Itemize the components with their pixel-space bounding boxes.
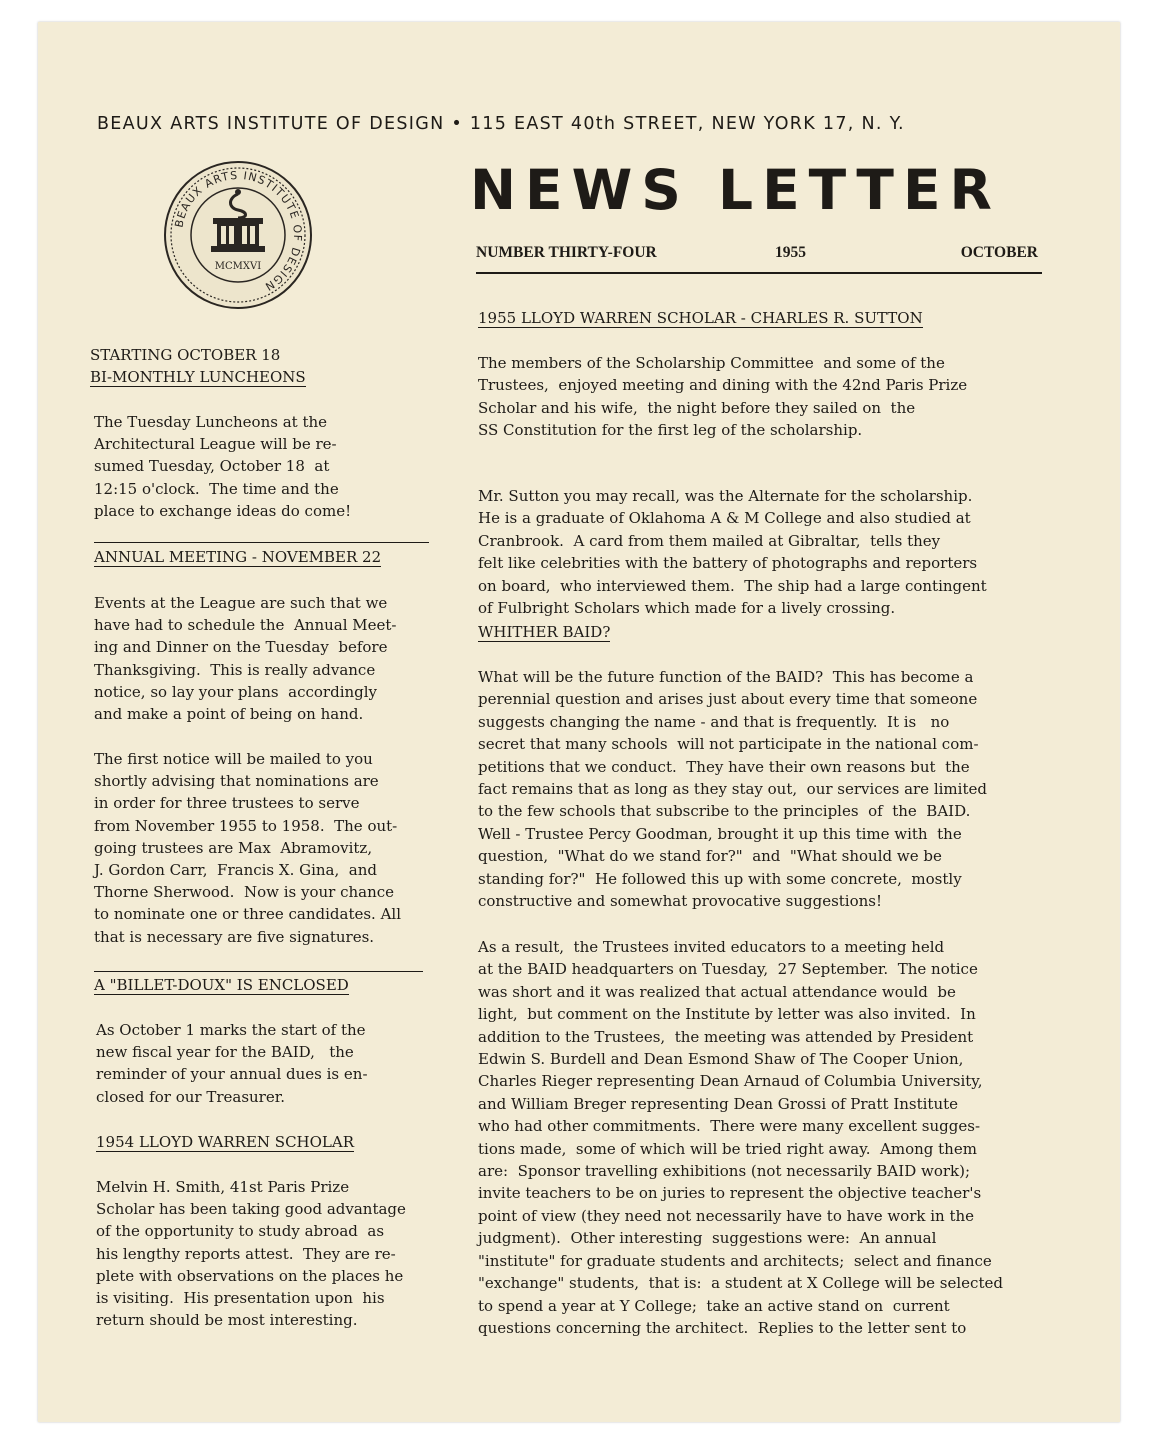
scholar-1955-paragraph-1: The members of the Scholarship Committee and some of the Trustees, enjoyed meeting and dining with the 42nd Paris Prize Scholar and his wife, the night before they sailed on the SS Constitution for the first leg of the scholarship. <box>478 354 968 440</box>
billet-doux-heading: A "BILLET-DOUX" IS ENCLOSED <box>94 976 349 994</box>
section-divider <box>94 971 423 972</box>
institute-seal-icon <box>163 160 313 310</box>
scholar-1954-heading: 1954 LLOYD WARREN SCHOLAR <box>96 1133 355 1151</box>
billet-doux-paragraph: As October 1 marks the start of the new fiscal year for the BAID, the reminder of your annual dues is en- closed for our Treasurer. <box>96 1021 368 1106</box>
newsletter-title: NEWS LETTER <box>470 158 1001 222</box>
seal-ring-text: BEAUX ARTS INSTITUTE OF DESIGN <box>172 168 305 294</box>
section-divider <box>94 542 429 543</box>
luncheons-paragraph: The Tuesday Luncheons at the Architectural League will be re- sumed Tuesday, October 18 at 12:15 o'clock. The time and the place to exchange ideas do come! <box>94 413 352 520</box>
whither-baid-heading: WHITHER BAID? <box>478 623 611 641</box>
annual-meeting-paragraph-1: Events at the League are such that we have had to schedule the Annual Meet- ing and Dinner on the Tuesday before Thanksgiving. This is really advance notice, so lay your plans accordingly and make a point of being on hand. <box>94 594 397 724</box>
luncheons-heading: STARTING OCTOBER 18 BI-MONTHLY LUNCHEONS <box>90 346 306 386</box>
annual-meeting-paragraph-2: The first notice will be mailed to you shortly advising that nominations are in order for three trustees to serve from November 1955 to 1958. The out- going trustees are Max Abramovitz, J. Gordon Carr, Francis X. Gina, and Thorne Sherwood. Now is your chance to nominate one or three candidates. All that is necessary are five signatures. <box>94 750 402 946</box>
issue-month: OCTOBER <box>960 244 1038 261</box>
seal-roman-year: MCMXVI <box>214 261 262 272</box>
whither-baid-paragraph-2: As a result, the Trustees invited educators to a meeting held at the BAID headquarters on Tuesday, 27 September. The notice was short and it was realized that actual attendance would be light, but comment on the Institute by letter was also invited. In addition to the Trustees, the meeting was attended by President Edwin S. Burdell and Dean Esmond Shaw of The Cooper Union, Charles Rieger representing Dean Arnaud of Columbia University, and William Breger representing Dean Grossi of Pratt Institute who had other commitments. There were many excellent sugges- tions made, some of which will be tried right away. Among them are: Sponsor travelling exhibitions (not necessarily BAID work); invite teachers to be on juries to represent the objective teacher's point of view (they need not necessarily have to have work in the judgment). Other interesting suggestions were: An annual "institute" for graduate students and architects; select and finance "exchange" students, that is: a student at X College will be selected to spend a year at Y College; take an active stand on current questions concerning the architect. Replies to the letter sent to <box>478 938 1003 1337</box>
scholar-1954-paragraph: Melvin H. Smith, 41st Paris Prize Scholar has been taking good advantage of the opportunity to study abroad as his lengthy reports attest. They are re- plete with observations on the places he is visiting. His presentation upon his return should be most interesting. <box>96 1178 406 1330</box>
scholar-1955-heading: 1955 LLOYD WARREN SCHOLAR - CHARLES R. SUTTON <box>478 309 923 327</box>
issue-line <box>476 244 1042 274</box>
scholar-1955-paragraph-2: Mr. Sutton you may recall, was the Alternate for the scholarship. He is a graduate of Oklahoma A & M College and also studied at Cranbrook. A card from them mailed at Gibraltar, tells they felt like celebrities with the battery of photographs and reporters on board, who interviewed them. The ship had a large contingent of Fulbright Scholars which made for a lively crossing. <box>478 487 987 618</box>
whither-baid-paragraph-1: What will be the future function of the BAID? This has become a perennial question and arises just about every time that someone suggests changing the name - and that is frequently. It is no secret that many schools will not participate in the national com- petitions that we conduct. They have their own reasons but the fact remains that as long as they stay out, our services are limited to the few schools that subscribe to the principles of the BAID. Well - Trustee Percy Goodman, brought it up this time with the question, "What do we stand for?" and "What should we be standing for?" He followed this up with some concrete, mostly constructive and somewhat provocative suggestions! <box>478 668 987 911</box>
issue-year: 1955 <box>775 244 806 261</box>
issue-number: NUMBER THIRTY-FOUR <box>476 244 657 261</box>
annual-meeting-heading: ANNUAL MEETING - NOVEMBER 22 <box>94 548 382 566</box>
institute-address: BEAUX ARTS INSTITUTE OF DESIGN • 115 EAST 40th STREET, NEW YORK 17, N. Y. <box>97 114 905 134</box>
